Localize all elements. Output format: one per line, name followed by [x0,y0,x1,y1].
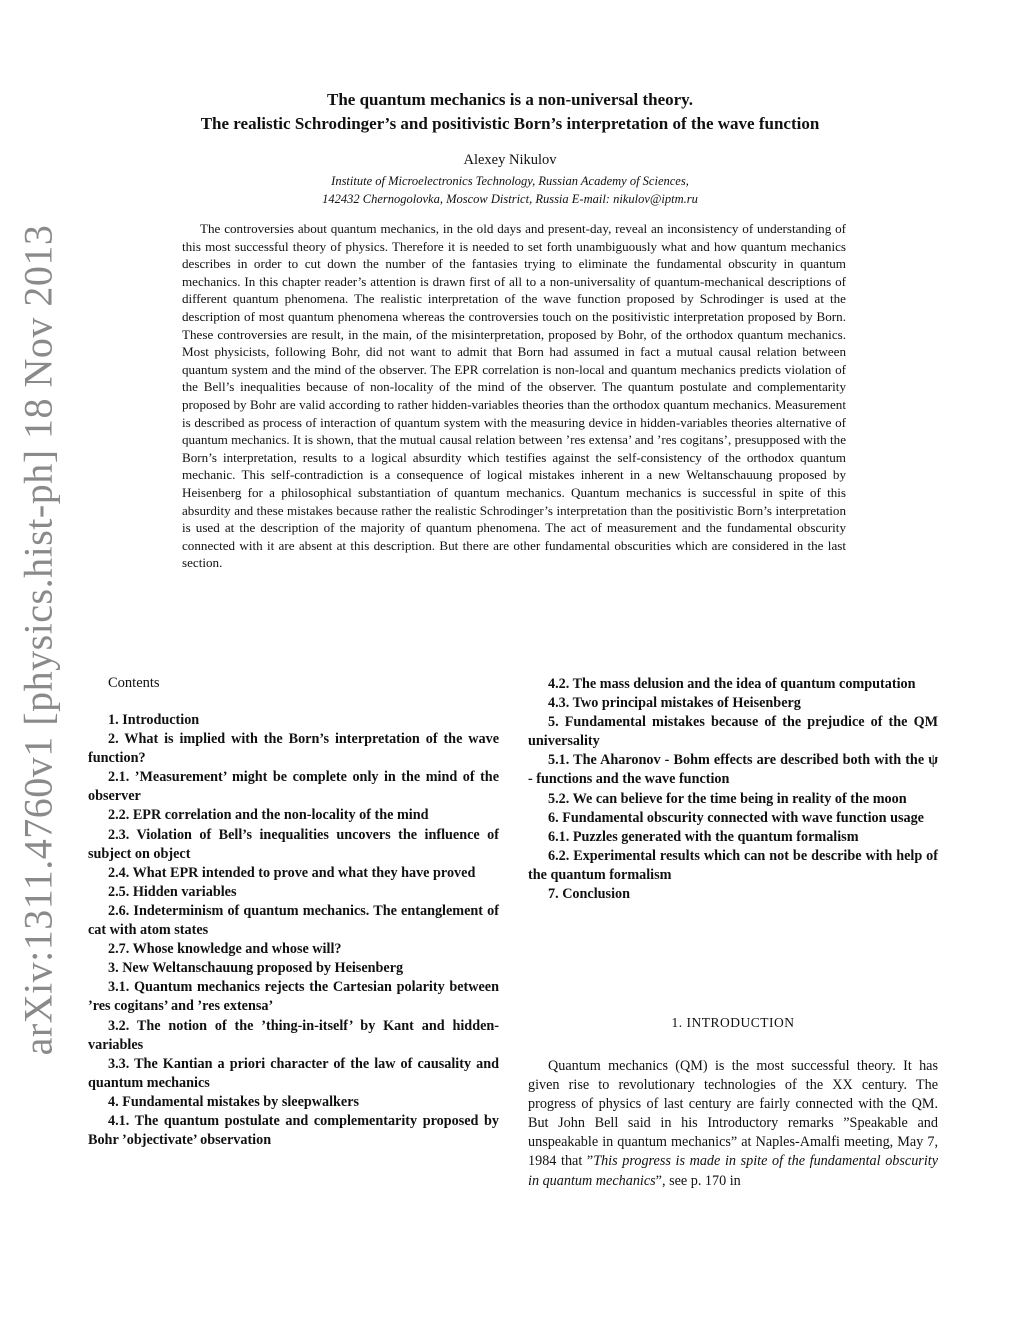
arxiv-identifier-text: arXiv:1311.4760v1 [physics.hist-ph] 18 Nov 2013 [15,224,61,1056]
toc-entry[interactable]: 4.3. Two principal mistakes of Heisenberg [548,695,801,712]
affiliation [80,172,940,208]
introduction-paragraph [528,1057,938,1191]
toc-entry[interactable]: 4. Fundamental mistakes by sleepwalkers [108,1093,360,1110]
toc-entry[interactable]: 2.5. Hidden variables [108,883,237,900]
toc-entry[interactable]: 3.2. The notion of the ’thing-in-itself’ by Kant and hidden-variables [88,1017,499,1053]
toc-entry[interactable]: 6.1. Puzzles generated with the quantum formalism [548,828,859,845]
toc-entry[interactable]: 4.1. The quantum postulate and complementarity proposed by Bohr ’objectivate’ observation [88,1112,499,1149]
toc-entry[interactable]: 2.1. ’Measurement’ might be complete only in the mind of the observer [88,769,499,805]
contents-heading: Contents [108,675,160,691]
toc-right-column [528,675,938,904]
toc-entry[interactable]: 6. Fundamental obscurity connected with wave function usage [548,809,924,826]
arxiv-identifier-stamp [0,0,70,1320]
intro-quote: This progress is made in spite of the fundamental obscurity in quantum mechanics [528,1153,938,1189]
intro-text: Quantum mechanics (QM) is the most successful theory. It has given rise to revolutionary technologies of the XX century. The progress of physics of last century are fairly connected with the QM. But John Bell said in his Introductory remarks ”Speakable and unspeakable in quantum mechanics” at Naples-Amalfi meeting, May 7, 1984 that ” [528,1058,938,1170]
toc-entry[interactable]: 4.2. The mass delusion and the idea of quantum computation [548,676,916,692]
title-line-2: The realistic Schrodinger’s and positivistic Born’s interpretation of the wave function [200,114,820,133]
toc-entry[interactable]: 2.4. What EPR intended to prove and what they have proved [108,864,476,881]
toc-entry[interactable]: 2. What is implied with the Born’s interpretation of the wave function? [88,731,499,767]
toc-entry[interactable]: 1. Introduction [108,712,200,728]
toc-entry[interactable]: 3.3. The Kantian a priori character of the law of causality and quantum mechanics [88,1055,499,1091]
toc-entry[interactable]: 2.7. Whose knowledge and whose will? [108,941,342,958]
toc-entry[interactable]: 5. Fundamental mistakes because of the prejudice of the QM universality [528,714,938,750]
toc-entry[interactable]: 2.6. Indeterminism of quantum mechanics. The entanglement of cat with atom states [88,902,499,939]
paper-title [80,88,940,136]
author-name: Alexey Nikulov [463,152,557,168]
toc-entry[interactable]: 2.2. EPR correlation and the non-locality of the mind [108,807,429,824]
toc-entry[interactable]: 7. Conclusion [548,886,630,903]
toc-entry[interactable]: 3.1. Quantum mechanics rejects the Cartesian polarity between ’res cogitans’ and ’res extensa’ [88,979,499,1015]
toc-entry[interactable]: 3. New Weltanschauung proposed by Heisenberg [108,960,404,977]
toc-left-column [88,711,499,1150]
abstract: The controversies about quantum mechanics, in the old days and present-day, reveal an inconsistency of understanding of this most successful theory of physics. Therefore it is needed to set forth unambiguously what and how quantum mechanics describes in order to cut down the number of the fantasies trying to eliminate the fundamental obscurity in quantum mechanics. In this chapter reader’s attention is drawn first of all to a non-universality of quantum-mechanical descriptions of different quantum phenomena. The realistic interpretation of the wave function proposed by Schrodinger is used at the description of most quantum phenomena whereas the controversies touch on the positivistic interpretation proposed by Born. These controversies are result, in the main, of the misinterpretation, proposed by Bohr, of the orthodox quantum mechanics. Most physicists, following Bohr, did not want to admit that Born had assumed in fact a mutual causal relation between quantum system and the mind of the observer. The EPR correlation is non-local and quantum mechanics predicts violation of the Bell’s inequalities because of non-locality of the mind of the observer. The quantum postulate and complementarity proposed by Bohr are valid according to rather hidden-variables theories than the orthodox quantum mechanics. Measurement is described as process of interaction of quantum system with the measuring device in hidden-variables theories alternative of quantum mechanics. It is shown, that the mutual causal relation between ’res extensa’ and ’res cogitans’, presupposed with the Born’s interpretation, results to a logical absurdity which testifies against the self-consistency of the orthodox quantum mechanic. This self-contradiction is a consequence of logical mistakes inherent in a new Weltanschauung proposed by Heisenberg for a philosophical substantiation of quantum mechanics. Quantum mechanics is successful in spite of this absurdity and these mistakes because rather the realistic Schrodinger’s interpretation than the positivistic Born’s interpretation is used at the description of the majority of quantum phenomena. The act of measurement and the fundamental obscurity connected with it are absent at this description. But there are other fundamental obscurities which are considered in the last section. [182,221,846,571]
intro-text-end: ”, see p. 170 in [655,1172,741,1189]
toc-entry[interactable]: 5.2. We can believe for the time being in reality of the moon [548,790,907,807]
toc-entry[interactable]: 6.2. Experimental results which can not be describe with help of the quantum formalism [528,847,938,883]
toc-entry[interactable]: 5.1. The Aharonov - Bohm effects are described both with the ψ - functions and the wave function [528,752,938,788]
section-heading-introduction: 1. INTRODUCTION [671,1015,795,1030]
affiliation-line-2: 142432 Chernogolovka, Moscow District, Russia E-mail: nikulov@iptm.ru [322,192,698,206]
affiliation-line-1: Institute of Microelectronics Technology, Russian Academy of Sciences, [331,174,689,188]
title-line-1: The quantum mechanics is a non-universal theory. [326,90,693,109]
toc-entry[interactable]: 2.3. Violation of Bell’s inequalities uncovers the influence of subject on object [88,826,499,862]
